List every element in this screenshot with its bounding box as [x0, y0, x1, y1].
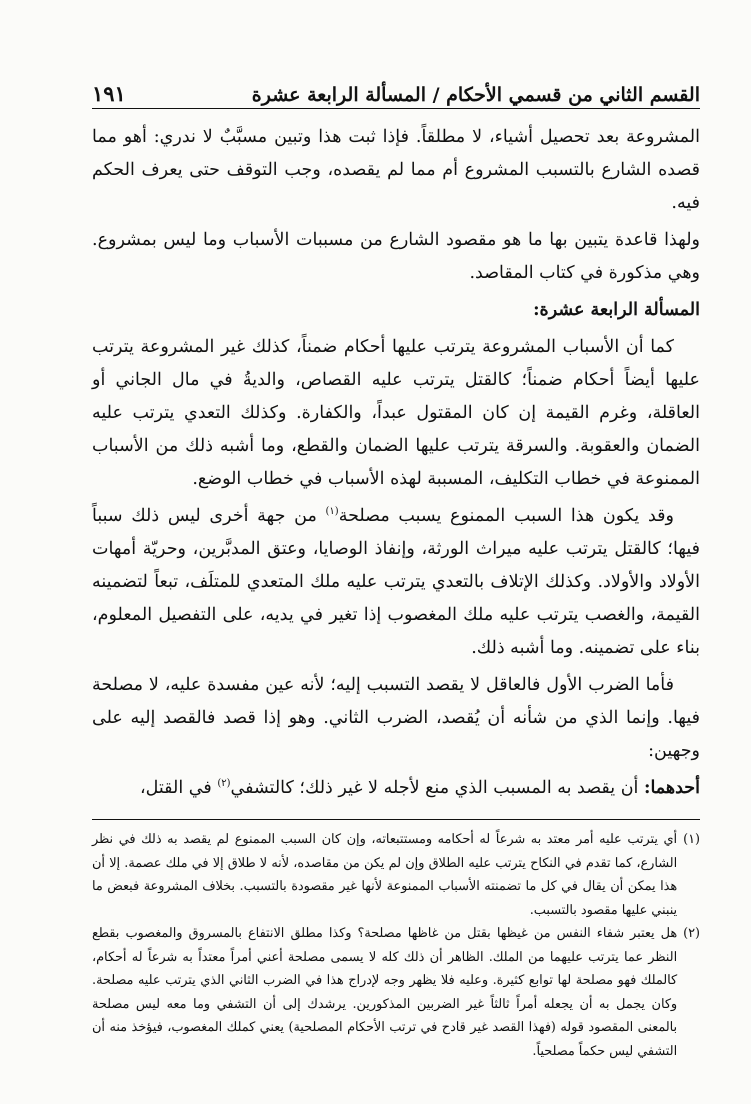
footnote-ref-1: (١) — [325, 506, 339, 518]
footnotes — [92, 819, 700, 1063]
footnote-ref-2: (٢) — [217, 778, 231, 790]
paragraph-6 — [92, 772, 700, 805]
paragraph-4 — [92, 500, 700, 665]
running-header — [92, 68, 700, 109]
paragraph-2: ولهذا قاعدة يتبين بها ما هو مقصود الشارع من مسببات الأسباب وما ليس بمشروع. وهي مذكورة في كتاب المقاصد. — [92, 230, 700, 283]
paragraph-3: كما أن الأسباب المشروعة يترتب عليها أحكام ضمناً، كذلك غير المشروعة يترتب عليها أيضاً أحكام ضمناً؛ كالقتل يترتب عليه القصاص، والديةُ في مال الجاني أو العاقلة، وغرم القيمة إن كان المقتول عبداً، والكفارة. وكذلك التعدي يترتب عليه الضمان والعقوبة. والسرقة يترتب عليها الضمان والقطع، وما أشبه ذلك من الأسباب الممنوعة في خطاب التكليف، المسببة لهذه الأسباب في خطاب الوضع. — [92, 337, 700, 489]
book-page — [92, 68, 700, 1063]
footnote-1-mark: (١) — [683, 832, 700, 847]
paragraph-6-label: أحدهما: — [643, 778, 700, 798]
header-title: القسم الثاني من قسمي الأحكام / المسألة الرابعة عشرة — [251, 84, 700, 106]
page-number: ١٩١ — [92, 81, 126, 106]
footnote-1-text: أي يترتب عليه أمر معتد به شرعاً له أحكامه ومستتبعاته، وإن كان السبب الممنوع لم يقصد به ذلك في نظر الشارع، كما تقدم في النكاح يترتب عليه الطلاق وإن لم يكن من مقاصده، لأنه لا طلاق إلا في ملك عصمة. إلا أن هذا يمكن أن يقال في كل ما تضمنته الأسباب الممنوعة لأنها غير مقصودة بالتسبب. بخلاف المشروعة فبعض ما ينبني عليها مقصود بالتسبب. — [92, 832, 678, 918]
paragraph-6-text-b: في القتل، — [140, 778, 218, 798]
footnote-2-mark: (٢) — [683, 926, 700, 941]
main-text — [92, 121, 700, 805]
footnote-2 — [92, 922, 700, 1063]
footnote-1 — [92, 828, 700, 922]
paragraph-1: المشروعة بعد تحصيل أشياء، لا مطلقاً. فإذا ثبت هذا وتبين مسبَّبٌ لا ندري: أهو مما قصده الشارع بالتسبب المشروع أم مما لم يقصده، وجب التوقف حتى يعرف الحكم فيه. — [92, 127, 700, 213]
paragraph-6-text-a: أن يقصد به المسبب الذي منع لأجله لا غير ذلك؛ كالتشفي — [230, 778, 644, 798]
paragraph-4-text-b: من جهة أخرى ليس ذلك سبباً فيها؛ كالقتل يترتب عليه ميراث الورثة، وإنفاذ الوصايا، وعتق المدبَّرين، وحريّة أمهات الأولاد والأولاد. وكذلك الإتلاف بالتعدي يترتب عليه ملك المتعدي للمتلَف، تبعاً لتضمينه القيمة، والغصب يترتب عليه ملك المغصوب إذا تغير في يديه، على التفصيل المعلوم، بناء على تضمينه. وما أشبه ذلك. — [92, 506, 700, 658]
paragraph-4-text-a: وقد يكون هذا السبب الممنوع يسبب مصلحة — [338, 506, 674, 526]
footnote-2-text: هل يعتبر شفاء النفس من غيظها بقتل من غاظها مصلحة؟ وكذا مطلق الانتفاع بالمسروق والمغصوب بقطع النظر عما يترتب عليهما من الملك. الظاهر أن ذلك كله لا يسمى مصلحة أعني أمراً معتداً به شرعاً له أحكام، كالملك فهو مصلحة لها توابع كثيرة. وعليه فلا يظهر وجه لإدراج هذا في الضرب الثاني الذي يترتب عليه مصلحة. وكان يجمل به أن يجعله أمراً ثالثاً غير الضربين المذكورين. يرشدك إلى أن التشفي وما معه ليس مصلحة بالمعنى المقصود قوله (فهذا القصد غير قادح في ترتب الأحكام المصلحية) يعني كملك المغصوب، فيؤخذ منه أن التشفي ليس حكماً مصلحياً. — [92, 926, 678, 1059]
paragraph-5: فأما الضرب الأول فالعاقل لا يقصد التسبب إليه؛ لأنه عين مفسدة عليه، لا مصلحة فيها. وإنما الذي من شأنه أن يُقصد، الضرب الثاني. وهو إذا قصد فالقصد إليه على وجهين: — [92, 675, 700, 761]
section-heading: المسألة الرابعة عشرة: — [533, 300, 700, 320]
